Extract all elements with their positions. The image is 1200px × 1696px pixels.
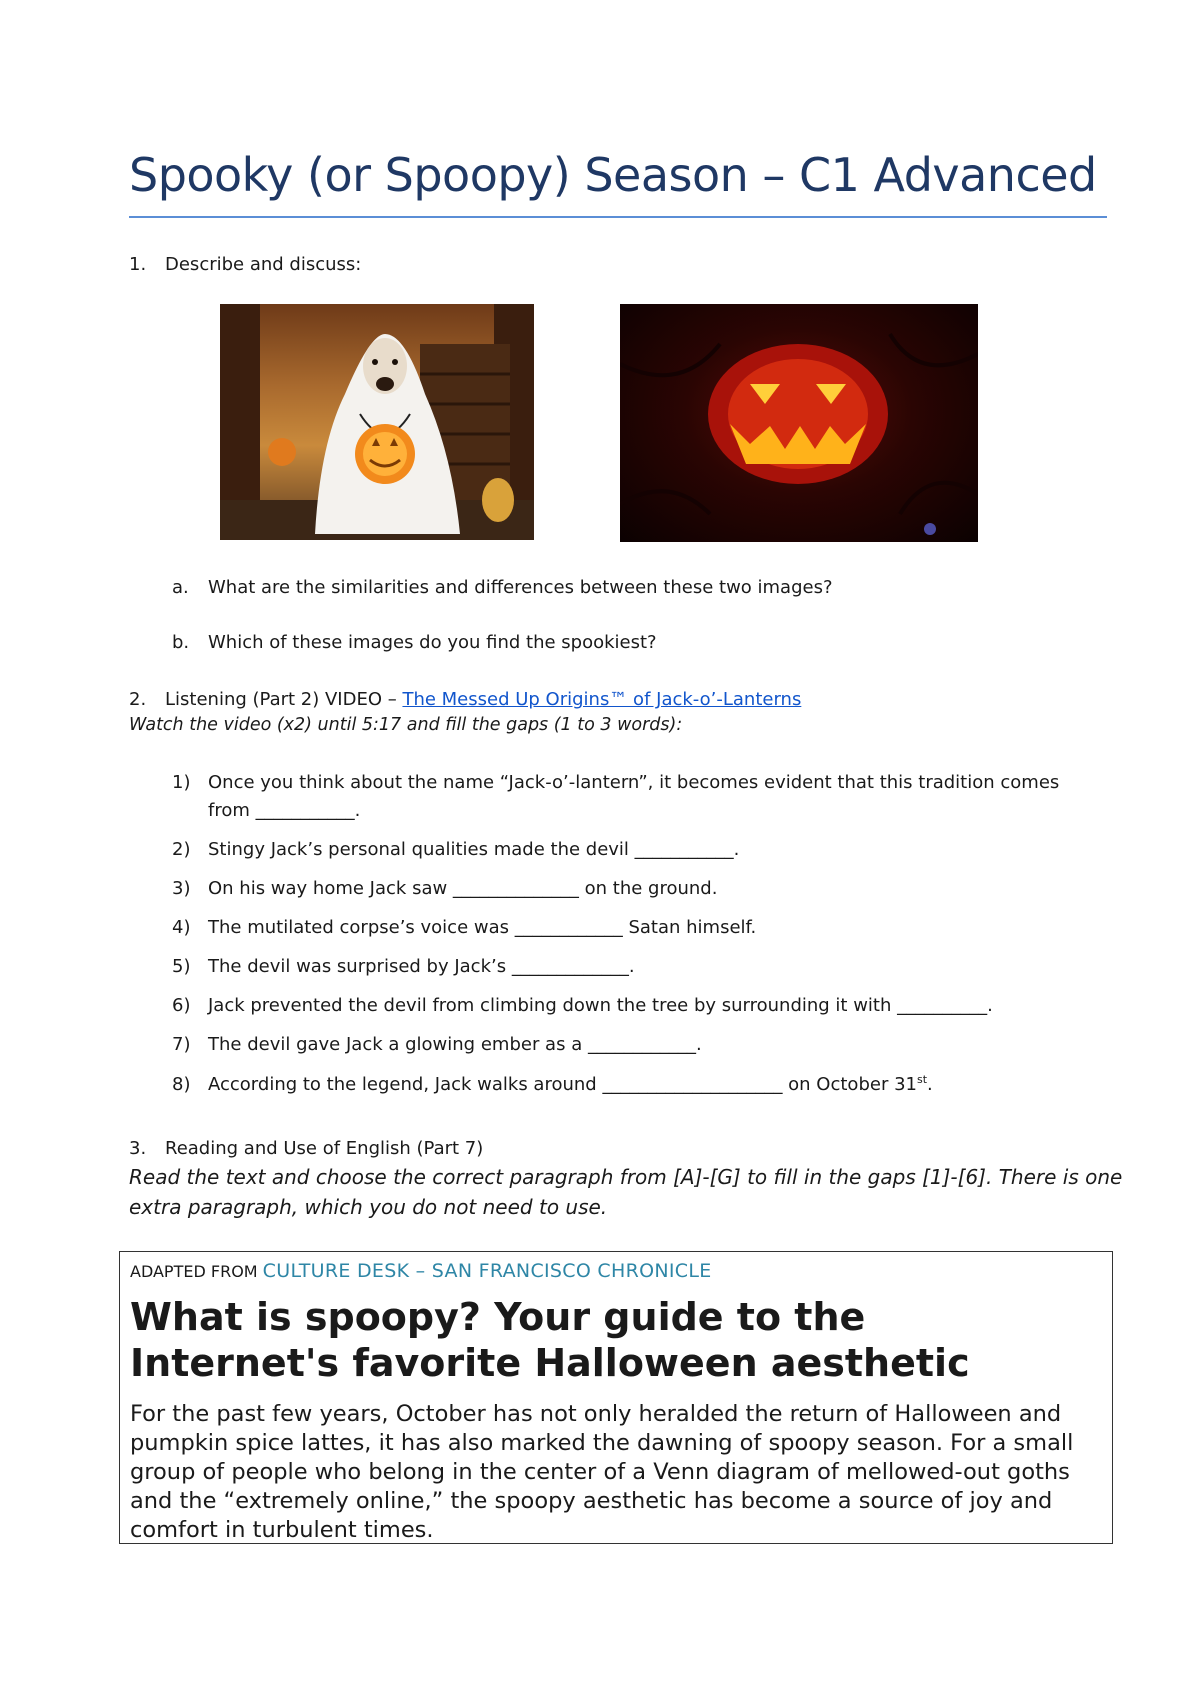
gap-item-7-text: The devil gave Jack a glowing ember as a ____________. <box>208 1034 702 1055</box>
gap-item-5-number: 5) <box>172 956 191 977</box>
section-2-instruction: Watch the video (x2) until 5:17 and fill the gaps (1 to 3 words): <box>129 715 683 735</box>
article-box <box>119 1251 1113 1544</box>
gap-item-1 <box>172 772 1059 793</box>
question-a <box>172 577 833 598</box>
gap-item-3 <box>172 878 717 899</box>
gap-item-1-number: 1) <box>172 772 191 793</box>
video-link[interactable]: The Messed Up Origins™ of Jack-o’-Lanterns <box>402 689 802 710</box>
gap-item-6 <box>172 995 993 1016</box>
ghost-dog-illustration <box>220 304 534 540</box>
gap-item-3-number: 3) <box>172 878 191 899</box>
section-1-title: Describe and discuss: <box>165 254 362 275</box>
gap-item-2 <box>172 839 739 860</box>
article-headline-line-1: What is spoopy? Your guide to the <box>130 1295 866 1339</box>
gap-item-6-text: Jack prevented the devil from climbing down the tree by surrounding it with __________. <box>208 995 993 1016</box>
section-2-number: 2. <box>129 689 147 710</box>
article-headline-line-2: Internet's favorite Halloween aesthetic <box>130 1341 970 1385</box>
gap-item-6-number: 6) <box>172 995 191 1016</box>
article-lede: For the past few years, October has not only heralded the return of Halloween and pumpkin spice lattes, it has also marked the dawning of spoopy season. For a small group of people who belong in the center of a Venn diagram of mellowed-out goths and the “extremely online,” the spoopy aesthetic has become a source of joy and comfort in turbulent times. <box>130 1401 1074 1543</box>
article-source: CULTURE DESK – SAN FRANCISCO CHRONICLE <box>262 1260 712 1282</box>
gap-item-8-end: . <box>927 1074 933 1095</box>
article-source-line <box>130 1260 712 1282</box>
gap-item-8 <box>172 1073 933 1095</box>
section-3-heading <box>129 1138 483 1159</box>
question-a-letter: a. <box>172 577 189 598</box>
section-1-heading <box>129 254 361 275</box>
gap-item-2-text: Stingy Jack’s personal qualities made the devil ___________. <box>208 839 740 860</box>
section-3-instruction-line-2: extra paragraph, which you do not need to use. <box>129 1195 608 1219</box>
page-title: Spooky (or Spoopy) Season – C1 Advanced <box>129 148 1097 202</box>
question-b-text: Which of these images do you find the spookiest? <box>208 632 657 653</box>
jack-o-lantern-illustration <box>620 304 978 542</box>
question-b <box>172 632 657 653</box>
title-underline <box>129 216 1107 218</box>
gap-item-3-text: On his way home Jack saw ______________ on the ground. <box>208 878 718 899</box>
gap-item-1-text: Once you think about the name “Jack-o’-lantern”, it becomes evident that this tradition comes <box>208 772 1060 793</box>
section-3-title: Reading and Use of English (Part 7) <box>165 1138 484 1159</box>
ghost-dog-photo <box>220 304 534 540</box>
section-3-number: 3. <box>129 1138 147 1159</box>
section-2-title: Listening (Part 2) VIDEO – <box>165 689 403 710</box>
gap-item-2-number: 2) <box>172 839 191 860</box>
section-2-heading <box>129 689 801 710</box>
article-headline <box>130 1294 970 1386</box>
question-a-text: What are the similarities and differences between these two images? <box>208 577 833 598</box>
question-b-letter: b. <box>172 632 190 653</box>
jack-o-lantern-photo <box>620 304 978 542</box>
gap-item-5-text: The devil was surprised by Jack’s _____________. <box>208 956 635 977</box>
section-1-number: 1. <box>129 254 147 275</box>
gap-item-1-continuation: from ___________. <box>208 800 361 821</box>
gap-item-8-text: According to the legend, Jack walks around ____________________ on October 31 <box>208 1074 917 1095</box>
gap-item-7 <box>172 1034 702 1055</box>
gap-item-8-number: 8) <box>172 1074 191 1095</box>
gap-item-4 <box>172 917 756 938</box>
gap-item-4-text: The mutilated corpse’s voice was ____________ Satan himself. <box>208 917 757 938</box>
adapted-from-label: ADAPTED FROM <box>130 1262 263 1281</box>
gap-item-5 <box>172 956 635 977</box>
gap-item-8-ordinal: st <box>916 1073 928 1086</box>
gap-item-7-number: 7) <box>172 1034 191 1055</box>
gap-item-4-number: 4) <box>172 917 191 938</box>
section-3-instruction-line-1: Read the text and choose the correct paragraph from [A]-[G] to fill in the gaps [1]-[6]. There is one <box>129 1165 1123 1189</box>
